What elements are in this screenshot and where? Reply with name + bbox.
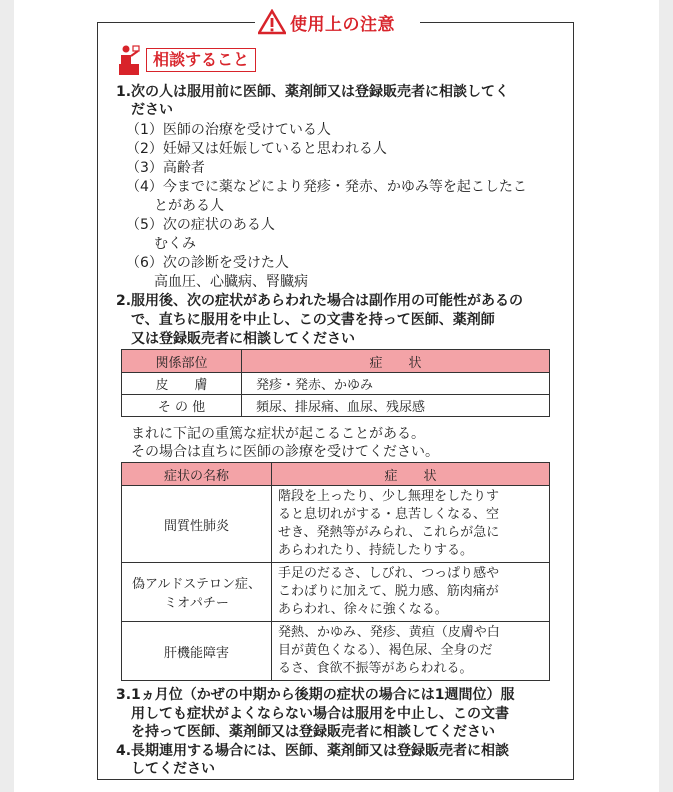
symptom-line: せき、発熱等がみられ、これらが急に — [278, 525, 500, 540]
consult-person-icon — [118, 44, 142, 76]
table-header-name: 症状の名称 — [122, 463, 272, 486]
table-row — [122, 486, 550, 563]
item1-sub4-line2: とがある人 — [154, 198, 224, 214]
table-header-part: 関係部位 — [122, 350, 242, 373]
item2-heading-line1: 2.服用後、次の症状があらわれた場合は副作用の可能性があるの — [116, 293, 524, 309]
table-cell-symptom: 頻尿、排尿痛、血尿、残尿感 — [242, 395, 550, 417]
symptom-line: あらわれたり、持続したりする。 — [278, 543, 474, 558]
condition-name-line1: 偽アルドステロン症、 — [131, 577, 262, 592]
item1-sub4-line1: （4）今までに薬などにより発疹・発赤、かゆみ等を起こしたこ — [126, 179, 527, 195]
table-row — [122, 563, 550, 622]
consult-label: 相談すること — [146, 48, 256, 72]
symptom-line: 目が黄色くなる）、褐色尿、全身のだ — [278, 643, 493, 658]
consult-section-title — [118, 44, 256, 76]
symptom-line: あらわれ、徐々に強くなる。 — [278, 602, 448, 617]
symptom-line: こわばりに加えて、脱力感、筋肉痛が — [278, 584, 499, 599]
rare-note-line2: その場合は直ちに医師の診療を受けてください。 — [131, 444, 439, 460]
table-cell-name — [122, 486, 272, 563]
frame-top-right — [420, 22, 573, 23]
item4-heading-line2: してください — [131, 761, 215, 777]
item2-heading-line3: 又は登録販売者に相談してください — [131, 331, 355, 347]
table-row — [122, 622, 550, 681]
condition-name-line2: ミオパチー — [164, 596, 229, 611]
item3-heading-line2: 用しても症状がよくならない場合は服用を中止し、この文書 — [131, 706, 509, 722]
item4-heading-line1: 4.長期連用する場合には、医師、薬剤師又は登録販売者に相談 — [116, 743, 510, 759]
item1-sub2: （2）妊婦又は妊娠していると思われる人 — [126, 141, 387, 157]
frame-top-left — [97, 22, 255, 23]
symptom-line: 手足のだるさ、しびれ、つっぱり感や — [278, 566, 500, 581]
item1-sub3: （3）高齢者 — [126, 160, 205, 176]
table-header-symptom: 症 状 — [272, 463, 550, 486]
table-row — [122, 373, 550, 395]
header-title: 使用上の注意 — [290, 14, 395, 35]
item2-heading-line2: で、直ちに服用を中止し、この文書を持って医師、薬剤師 — [131, 312, 495, 328]
condition-name-line1: 間質性肺炎 — [163, 518, 229, 534]
serious-symptoms-table — [121, 462, 550, 681]
table-cell-symptom — [272, 622, 550, 681]
warning-icon — [258, 9, 286, 35]
notice-header — [258, 8, 395, 36]
item3-heading-line1: 3.1ヵ月位（かぜの中期から後期の症状の場合には1週間位）服 — [116, 687, 515, 703]
item1-sub5-detail: むくみ — [154, 236, 196, 252]
item1-heading-line2: ださい — [131, 102, 173, 118]
symptom-line: 発熱、かゆみ、発疹、黄疸（皮膚や白 — [278, 625, 500, 640]
symptom-line: 階段を上ったり、少し無理をしたりす — [278, 489, 500, 504]
item3-heading-line3: を持って医師、薬剤師又は登録販売者に相談してください — [131, 724, 495, 740]
table-cell-part: そ の 他 — [122, 395, 242, 417]
table-cell-name — [122, 622, 272, 681]
table-header-symptom: 症 状 — [242, 350, 550, 373]
item1-sub6: （6）次の診断を受けた人 — [126, 255, 289, 271]
table-row — [122, 395, 550, 417]
symptom-line: るさ、食欲不振等があらわれる。 — [278, 661, 473, 676]
table-cell-part: 皮 膚 — [122, 373, 242, 395]
condition-name-line1: 肝機能障害 — [163, 645, 229, 661]
item1-heading-line1: 1.次の人は服用前に医師、薬剤師又は登録販売者に相談してく — [116, 84, 510, 100]
item1-sub6-detail: 高血圧、心臓病、腎臓病 — [154, 274, 308, 290]
symptom-line: ると息切れがする・息苦しくなる、空 — [278, 507, 500, 522]
table-cell-name — [122, 563, 272, 622]
rare-note-line1: まれに下記の重篤な症状が起こることがある。 — [131, 426, 425, 442]
table-header-row — [122, 350, 550, 373]
table-header-row — [122, 463, 550, 486]
table-cell-symptom — [272, 486, 550, 563]
item1-sub5: （5）次の症状のある人 — [126, 217, 275, 233]
table-cell-symptom — [272, 563, 550, 622]
item1-sub1: （1）医師の治療を受けている人 — [126, 122, 331, 138]
side-effects-table — [121, 349, 550, 417]
table-cell-symptom: 発疹・発赤、かゆみ — [242, 373, 550, 395]
